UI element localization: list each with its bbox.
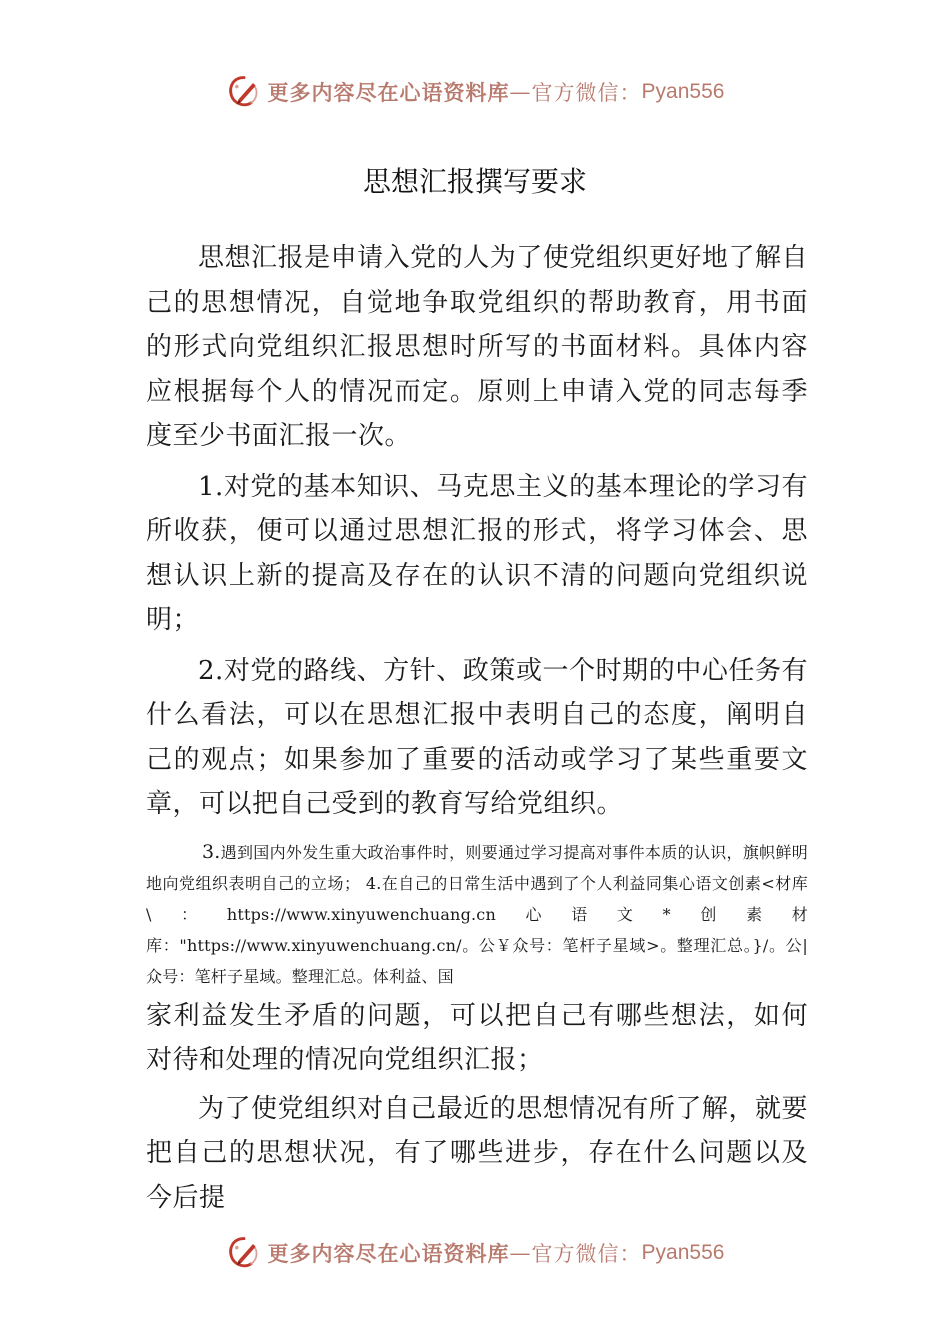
- header-banner: [0, 72, 950, 112]
- item-1-paragraph: 1.对党的基本知识、马克思主义的基本理论的学习有所收获，便可以通过思想汇报的形式，将学习体会、思想认识上新的提高及存在的认识不清的问题向党组织说明；: [146, 471, 808, 635]
- closing-paragraph: 为了使党组织对自己最近的思想情况有所了解，就要把自己的思想状况，有了哪些进步，存在什么问题以及今后提: [146, 1093, 808, 1213]
- item-3-number: 3.: [202, 840, 221, 863]
- pen-swirl-logo-icon: [226, 1235, 262, 1271]
- intro-paragraph: 思想汇报是申请入党的人为了使党组织更好地了解自己的思想情况，自觉地争取党组织的帮助教育，用书面的形式向党组织汇报思想时所写的书面材料。具体内容应根据每个人的情况而定。原则上申请入党的同志每季度至少书面汇报一次。: [146, 243, 808, 451]
- document-body: [146, 236, 808, 1220]
- banner-wechat-label: 官方微信：: [531, 1242, 642, 1266]
- item-3-small-paragraph: [146, 837, 808, 992]
- banner-wechat-id: Pyan556: [641, 80, 725, 103]
- pen-swirl-logo-icon: [226, 74, 262, 110]
- item-3-small-text: 遇到国内外发生重大政治事件时，则要通过学习提高对事件本质的认识，旗帜鲜明地向党组织表明自己的立场； 4.在自己的日常生活中遇到了个人利益同集心语文创素<材库\：https://www.xinyuwenchuang.cn心语文*创素材库："https://www.xinyuwenchuang.cn/。公￥众号：笔杆子星域>。整理汇总。}/。公|众号：笔杆子星域。整理汇总。体利益、国: [146, 842, 808, 986]
- banner-text: 更多内容尽在心语资料库: [267, 80, 510, 105]
- page-title: 思想汇报撰写要求: [362, 165, 587, 198]
- banner-text: 更多内容尽在心语资料库: [267, 1241, 510, 1266]
- banner-dash: —: [509, 80, 532, 104]
- footer-banner: [0, 1233, 950, 1273]
- item-2-paragraph: 2.对党的路线、方针、政策或一个时期的中心任务有什么看法，可以在思想汇报中表明自己的态度，阐明自己的观点；如果参加了重要的活动或学习了某些重要文章，可以把自己受到的教育写给党组织。: [146, 655, 808, 819]
- item-3-continuation: 家利益发生矛盾的问题，可以把自己有哪些想法，如何对待和处理的情况向党组织汇报；: [146, 1000, 808, 1075]
- banner-dash: —: [509, 1241, 532, 1265]
- banner-wechat-id: Pyan556: [641, 1241, 725, 1264]
- banner-wechat-label: 官方微信：: [531, 81, 642, 105]
